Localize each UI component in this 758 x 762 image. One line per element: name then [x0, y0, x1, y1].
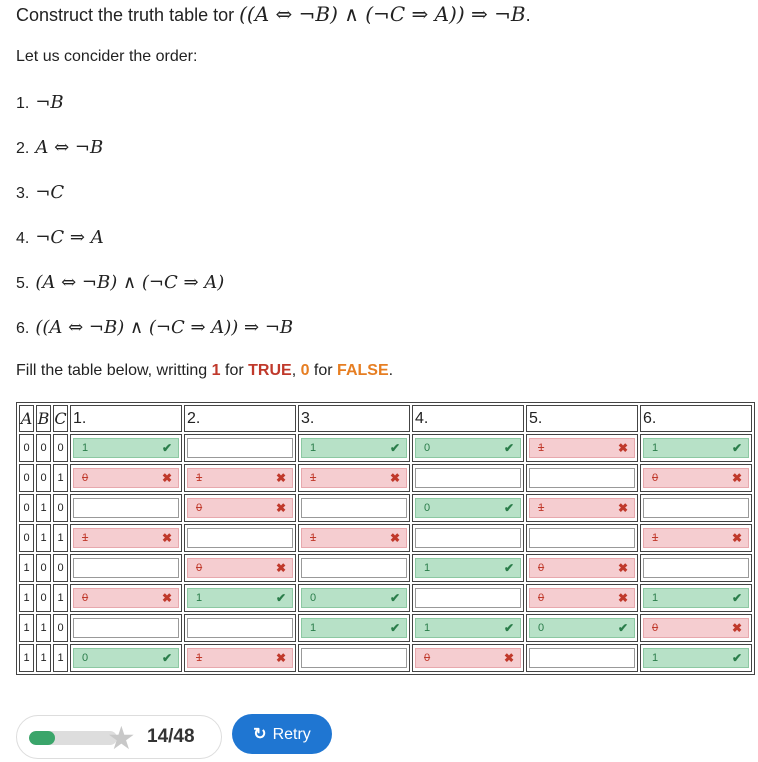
- table-row: [19, 434, 752, 462]
- answer-input[interactable]: [529, 498, 635, 518]
- answer-cell: [640, 434, 752, 462]
- answer-input[interactable]: [187, 498, 293, 518]
- var-cell-c: 0: [53, 434, 68, 462]
- answer-cell: [526, 614, 638, 642]
- cross-icon: ✖: [617, 561, 628, 575]
- false-word: FALSE: [337, 362, 389, 379]
- table-header-row: [19, 405, 752, 432]
- cross-icon: ✖: [161, 471, 172, 485]
- true-value: 1: [211, 362, 221, 379]
- answer-value: 1: [196, 472, 203, 484]
- var-cell-b: 0: [36, 554, 51, 582]
- cross-icon: ✖: [731, 531, 742, 545]
- answer-cell: [184, 464, 296, 492]
- score-separator: /: [168, 726, 174, 747]
- order-number: 3.: [16, 185, 30, 202]
- answer-cell: [298, 494, 410, 522]
- answer-value: 1: [652, 532, 659, 544]
- answer-value: 1: [82, 532, 89, 544]
- answer-value: 0: [652, 622, 659, 634]
- answer-input[interactable]: [643, 588, 749, 608]
- answer-input[interactable]: [187, 558, 293, 578]
- answer-cell: [640, 524, 752, 552]
- order-number: 5.: [16, 275, 30, 292]
- table-row: [19, 644, 752, 672]
- header-var-c: C: [53, 405, 68, 432]
- answer-input[interactable]: [73, 648, 179, 668]
- order-number: 2.: [16, 140, 30, 157]
- check-icon: ✔: [731, 441, 742, 455]
- order-expression: A ⇔ ¬B: [35, 137, 104, 158]
- answer-input[interactable]: [301, 648, 407, 668]
- answer-cell: [640, 464, 752, 492]
- score-panel: [16, 715, 222, 759]
- answer-value: 0: [82, 592, 89, 604]
- table-row: [19, 554, 752, 582]
- answer-input[interactable]: [73, 618, 179, 638]
- title-prefix: Construct the truth table tor: [16, 5, 240, 25]
- check-icon: ✔: [731, 651, 742, 665]
- answer-cell: [640, 614, 752, 642]
- answer-input[interactable]: [415, 468, 521, 488]
- order-item: [16, 137, 103, 158]
- title-suffix: .: [525, 5, 531, 25]
- retry-label: Retry: [272, 726, 311, 743]
- instructions: [16, 362, 393, 380]
- var-cell-a: 0: [19, 494, 34, 522]
- answer-input[interactable]: [643, 438, 749, 458]
- answer-input[interactable]: [301, 528, 407, 548]
- answer-cell: [412, 584, 524, 612]
- cross-icon: ✖: [275, 501, 286, 515]
- answer-input[interactable]: [187, 438, 293, 458]
- answer-input[interactable]: [529, 648, 635, 668]
- var-cell-c: 0: [53, 614, 68, 642]
- answer-input[interactable]: [415, 648, 521, 668]
- table-row: [19, 524, 752, 552]
- check-icon: ✔: [503, 561, 514, 575]
- answer-input[interactable]: [415, 618, 521, 638]
- answer-value: 1: [310, 472, 317, 484]
- answer-value: 0: [196, 562, 203, 574]
- star-icon: ★: [107, 720, 136, 756]
- answer-value: 0: [538, 622, 545, 634]
- var-cell-a: 1: [19, 614, 34, 642]
- table-row: [19, 614, 752, 642]
- answer-input[interactable]: [301, 438, 407, 458]
- answer-value: 0: [424, 652, 431, 664]
- answer-cell: [412, 644, 524, 672]
- cross-icon: ✖: [161, 591, 172, 605]
- check-icon: ✔: [389, 621, 400, 635]
- header-col-5: 5.: [526, 405, 638, 432]
- answer-cell: [70, 644, 182, 672]
- answer-cell: [298, 434, 410, 462]
- var-cell-c: 1: [53, 584, 68, 612]
- question-title: [16, 2, 531, 26]
- answer-input[interactable]: [529, 528, 635, 548]
- answer-input[interactable]: [529, 438, 635, 458]
- header-col-4: 4.: [412, 405, 524, 432]
- answer-cell: [70, 584, 182, 612]
- retry-icon: ↻: [253, 726, 267, 743]
- answer-cell: [640, 554, 752, 582]
- answer-cell: [412, 614, 524, 642]
- answer-input[interactable]: [529, 558, 635, 578]
- var-cell-a: 1: [19, 554, 34, 582]
- answer-cell: [526, 494, 638, 522]
- answer-input[interactable]: [301, 588, 407, 608]
- answer-cell: [640, 494, 752, 522]
- instructions-comma: ,: [291, 362, 301, 379]
- answer-cell: [298, 614, 410, 642]
- answer-value: 0: [652, 472, 659, 484]
- order-item: [16, 227, 104, 248]
- answer-value: 0: [82, 652, 89, 664]
- check-icon: ✔: [503, 621, 514, 635]
- answer-value: 1: [538, 502, 545, 514]
- answer-cell: [526, 434, 638, 462]
- order-item: [16, 92, 64, 113]
- answer-input[interactable]: [73, 588, 179, 608]
- answer-cell: [184, 554, 296, 582]
- answer-input[interactable]: [529, 588, 635, 608]
- answer-cell: [412, 494, 524, 522]
- answer-value: 1: [652, 592, 659, 604]
- answer-input[interactable]: [73, 528, 179, 548]
- check-icon: ✔: [617, 621, 628, 635]
- answer-input[interactable]: [187, 528, 293, 548]
- check-icon: ✔: [389, 441, 400, 455]
- answer-cell: [526, 524, 638, 552]
- answer-value: 0: [82, 472, 89, 484]
- order-expression: ((A ⇔ ¬B) ∧ (¬C ⇒ A)) ⇒ ¬B: [35, 317, 294, 338]
- answer-input[interactable]: [301, 618, 407, 638]
- answer-cell: [184, 524, 296, 552]
- answer-value: 1: [538, 442, 545, 454]
- answer-value: 1: [310, 622, 317, 634]
- var-cell-b: 1: [36, 614, 51, 642]
- answer-value: 1: [196, 652, 203, 664]
- answer-value: 0: [310, 592, 317, 604]
- order-expression: ¬B: [35, 92, 64, 113]
- answer-input[interactable]: [73, 468, 179, 488]
- answer-value: 0: [424, 442, 431, 454]
- cross-icon: ✖: [617, 591, 628, 605]
- cross-icon: ✖: [161, 531, 172, 545]
- answer-value: 0: [538, 562, 545, 574]
- answer-value: 1: [424, 622, 431, 634]
- answer-input[interactable]: [301, 498, 407, 518]
- var-cell-a: 1: [19, 644, 34, 672]
- score-text: [147, 726, 195, 748]
- var-cell-b: 0: [36, 464, 51, 492]
- answer-input[interactable]: [73, 558, 179, 578]
- instructions-for: for: [309, 362, 338, 379]
- cross-icon: ✖: [617, 501, 628, 515]
- cross-icon: ✖: [503, 651, 514, 665]
- true-word: TRUE: [248, 362, 292, 379]
- answer-cell: [412, 554, 524, 582]
- answer-input[interactable]: [415, 558, 521, 578]
- header-col-1: 1.: [70, 405, 182, 432]
- answer-input[interactable]: [643, 528, 749, 548]
- var-cell-c: 1: [53, 644, 68, 672]
- answer-cell: [184, 584, 296, 612]
- instructions-prefix: Fill the table below, writting: [16, 362, 212, 379]
- table-row: [19, 494, 752, 522]
- var-cell-a: 0: [19, 434, 34, 462]
- answer-cell: [526, 644, 638, 672]
- answer-value: 1: [310, 532, 317, 544]
- answer-value: 1: [652, 442, 659, 454]
- check-icon: ✔: [161, 651, 172, 665]
- var-cell-a: 0: [19, 524, 34, 552]
- check-icon: ✔: [503, 441, 514, 455]
- order-expression: ¬C ⇒ A: [35, 227, 104, 248]
- answer-cell: [298, 554, 410, 582]
- answer-value: 1: [310, 442, 317, 454]
- var-cell-a: 0: [19, 464, 34, 492]
- answer-cell: [298, 644, 410, 672]
- answer-value: 0: [538, 592, 545, 604]
- instructions-for: for: [220, 362, 249, 379]
- header-col-3: 3.: [298, 405, 410, 432]
- check-icon: ✔: [275, 591, 286, 605]
- progress-bar: [29, 731, 117, 745]
- answer-input[interactable]: [643, 468, 749, 488]
- answer-cell: [526, 584, 638, 612]
- false-value: 0: [300, 362, 310, 379]
- order-number: 1.: [16, 95, 30, 112]
- var-cell-c: 1: [53, 524, 68, 552]
- answer-input[interactable]: [187, 618, 293, 638]
- answer-value: 1: [82, 442, 89, 454]
- answer-cell: [184, 434, 296, 462]
- cross-icon: ✖: [275, 561, 286, 575]
- cross-icon: ✖: [389, 471, 400, 485]
- var-cell-b: 1: [36, 494, 51, 522]
- answer-input[interactable]: [187, 648, 293, 668]
- instructions-end: .: [388, 362, 394, 379]
- answer-value: 1: [196, 592, 203, 604]
- order-number: 4.: [16, 230, 30, 247]
- answer-cell: [184, 614, 296, 642]
- answer-input[interactable]: [415, 498, 521, 518]
- var-cell-c: 0: [53, 494, 68, 522]
- order-expression: (A ⇔ ¬B) ∧ (¬C ⇒ A): [35, 272, 225, 293]
- answer-cell: [298, 584, 410, 612]
- table-row: [19, 584, 752, 612]
- answer-input[interactable]: [643, 558, 749, 578]
- answer-cell: [412, 464, 524, 492]
- answer-cell: [640, 584, 752, 612]
- answer-input[interactable]: [187, 468, 293, 488]
- check-icon: ✔: [731, 591, 742, 605]
- answer-cell: [70, 524, 182, 552]
- answer-cell: [70, 494, 182, 522]
- answer-cell: [640, 644, 752, 672]
- answer-value: 0: [196, 502, 203, 514]
- answer-cell: [298, 464, 410, 492]
- truth-table: [16, 402, 755, 675]
- check-icon: ✔: [161, 441, 172, 455]
- answer-input[interactable]: [529, 618, 635, 638]
- var-cell-b: 0: [36, 434, 51, 462]
- check-icon: ✔: [503, 501, 514, 515]
- answer-value: 0: [424, 502, 431, 514]
- var-cell-a: 1: [19, 584, 34, 612]
- var-cell-c: 0: [53, 554, 68, 582]
- var-cell-b: 1: [36, 524, 51, 552]
- answer-cell: [298, 524, 410, 552]
- header-col-2: 2.: [184, 405, 296, 432]
- answer-input[interactable]: [73, 438, 179, 458]
- score-total: 48: [173, 726, 195, 747]
- progress-fill: [29, 731, 55, 745]
- answer-input[interactable]: [73, 498, 179, 518]
- cross-icon: ✖: [275, 471, 286, 485]
- answer-input[interactable]: [415, 528, 521, 548]
- title-formula: ((A ⇔ ¬B) ∧ (¬C ⇒ A)) ⇒ ¬B: [239, 2, 526, 26]
- answer-cell: [70, 554, 182, 582]
- answer-cell: [184, 494, 296, 522]
- cross-icon: ✖: [731, 471, 742, 485]
- header-col-6: 6.: [640, 405, 752, 432]
- answer-input[interactable]: [187, 588, 293, 608]
- answer-input[interactable]: [643, 498, 749, 518]
- table-body: [19, 434, 752, 672]
- cross-icon: ✖: [617, 441, 628, 455]
- header-var-a: A: [19, 405, 34, 432]
- order-item: [16, 317, 293, 338]
- var-cell-b: 0: [36, 584, 51, 612]
- cross-icon: ✖: [275, 651, 286, 665]
- answer-cell: [526, 464, 638, 492]
- answer-value: 1: [424, 562, 431, 574]
- answer-cell: [70, 434, 182, 462]
- answer-input[interactable]: [415, 438, 521, 458]
- answer-input[interactable]: [301, 468, 407, 488]
- answer-input[interactable]: [301, 558, 407, 578]
- answer-cell: [70, 614, 182, 642]
- check-icon: ✔: [389, 591, 400, 605]
- var-cell-b: 1: [36, 644, 51, 672]
- table-row: [19, 464, 752, 492]
- answer-cell: [70, 464, 182, 492]
- intro-text: Let us concider the order:: [16, 48, 198, 65]
- answer-input[interactable]: [415, 588, 521, 608]
- cross-icon: ✖: [389, 531, 400, 545]
- answer-value: 1: [652, 652, 659, 664]
- answer-cell: [526, 554, 638, 582]
- order-number: 6.: [16, 320, 30, 337]
- order-item: [16, 272, 224, 293]
- var-cell-c: 1: [53, 464, 68, 492]
- score-value: 14: [147, 726, 169, 747]
- cross-icon: ✖: [731, 621, 742, 635]
- order-expression: ¬C: [35, 182, 65, 203]
- answer-cell: [184, 644, 296, 672]
- order-item: [16, 182, 64, 203]
- answer-input[interactable]: [529, 468, 635, 488]
- header-var-b: B: [36, 405, 51, 432]
- answer-input[interactable]: [643, 618, 749, 638]
- answer-input[interactable]: [643, 648, 749, 668]
- answer-cell: [412, 524, 524, 552]
- answer-cell: [412, 434, 524, 462]
- retry-button[interactable]: [232, 714, 332, 754]
